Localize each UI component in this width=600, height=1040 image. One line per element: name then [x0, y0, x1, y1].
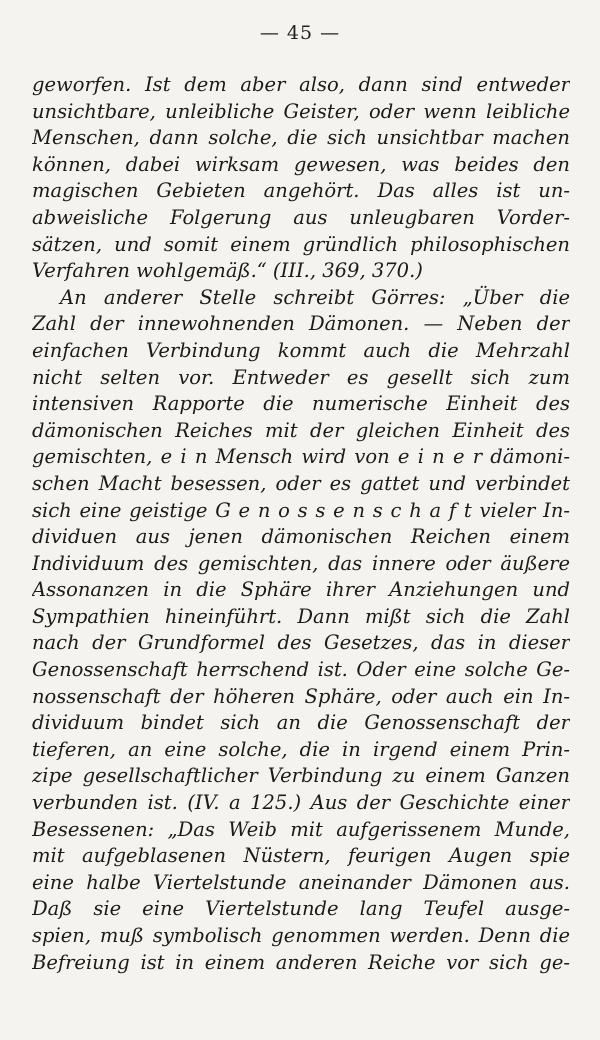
- text-line: Sympathien hineinführt. Dann mißt sich die Zahl: [32, 604, 570, 628]
- page-number: — 45 —: [259, 22, 341, 44]
- text-line: nossenschaft der höheren Sphäre, oder auch ein In-: [32, 684, 570, 708]
- text-line: An anderer Stelle schreibt Görres: „Über die: [60, 285, 570, 309]
- text-line: unsichtbare, unleibliche Geister, oder wenn leibliche: [32, 99, 570, 123]
- text-line: spien, muß symbolisch genommen werden. Denn die: [32, 924, 570, 947]
- text-line: dividuen aus jenen dämonischen Reichen einem: [32, 525, 570, 549]
- text-line: schen Macht besessen, oder es gattet und verbindet: [32, 471, 570, 495]
- text-line: verbunden ist. (IV. a 125.) Aus der Geschichte einer: [32, 791, 570, 815]
- text-line: zipe gesellschaftlicher Verbindung zu einem Ganzen: [32, 764, 570, 788]
- text-line: Verfahren wohlgemäß.“ (III., 369, 370.): [32, 259, 423, 283]
- text-line: Zahl der innewohnenden Dämonen. — Neben der: [32, 312, 570, 336]
- text-line: sich eine geistige G e n o s s e n s c h a f t vieler In-: [32, 498, 570, 522]
- text-line: Menschen, dann solche, die sich unsichtbar machen: [32, 126, 570, 150]
- text-line: Daß sie eine Viertelstunde lang Teufel ausge-: [32, 897, 570, 921]
- text-line: Assonanzen in die Sphäre ihrer Anziehungen und: [32, 578, 570, 602]
- text-line: tieferen, an eine solche, die in irgend einem Prin-: [32, 737, 570, 761]
- text-line: nach der Grundformel des Gesetzes, das in dieser: [32, 631, 570, 655]
- text-line: Befreiung ist in einem anderen Reiche vor sich ge-: [32, 950, 570, 974]
- text-line: gemischten, e i n Mensch wird von e i n e r dämoni-: [32, 445, 570, 469]
- text-line: eine halbe Viertelstunde aneinander Dämonen aus.: [32, 870, 570, 894]
- text-line: magischen Gebieten angehört. Das alles ist un-: [32, 179, 570, 203]
- text-line: sätzen, und somit einem gründlich philosophischen: [32, 232, 570, 256]
- text-line: abweisliche Folgerung aus unleugbaren Vorder-: [32, 205, 570, 229]
- text-line: können, dabei wirksam gewesen, was beides den: [32, 152, 570, 176]
- text-line: dividuum bindet sich an die Genossenschaft der: [32, 711, 570, 735]
- text-line: Individuum des gemischten, das innere oder äußere: [32, 551, 570, 575]
- text-line: dämonischen Reiches mit der gleichen Einheit des: [32, 418, 570, 442]
- text-line: Genossenschaft herrschend ist. Oder eine solche Ge-: [32, 658, 570, 682]
- text-line: geworfen. Ist dem aber also, dann sind entweder: [32, 73, 570, 96]
- text-line: einfachen Verbindung kommt auch die Mehrzahl: [32, 338, 570, 362]
- text-line: Besessenen: „Das Weib mit aufgerissenem Munde,: [32, 817, 570, 841]
- body-text: [32, 72, 570, 976]
- text-line: intensiven Rapporte die numerische Einheit des: [32, 392, 570, 416]
- text-line: nicht selten vor. Entweder es gesellt sich zum: [32, 365, 570, 389]
- text-line: mit aufgeblasenen Nüstern, feurigen Augen spie: [32, 844, 570, 868]
